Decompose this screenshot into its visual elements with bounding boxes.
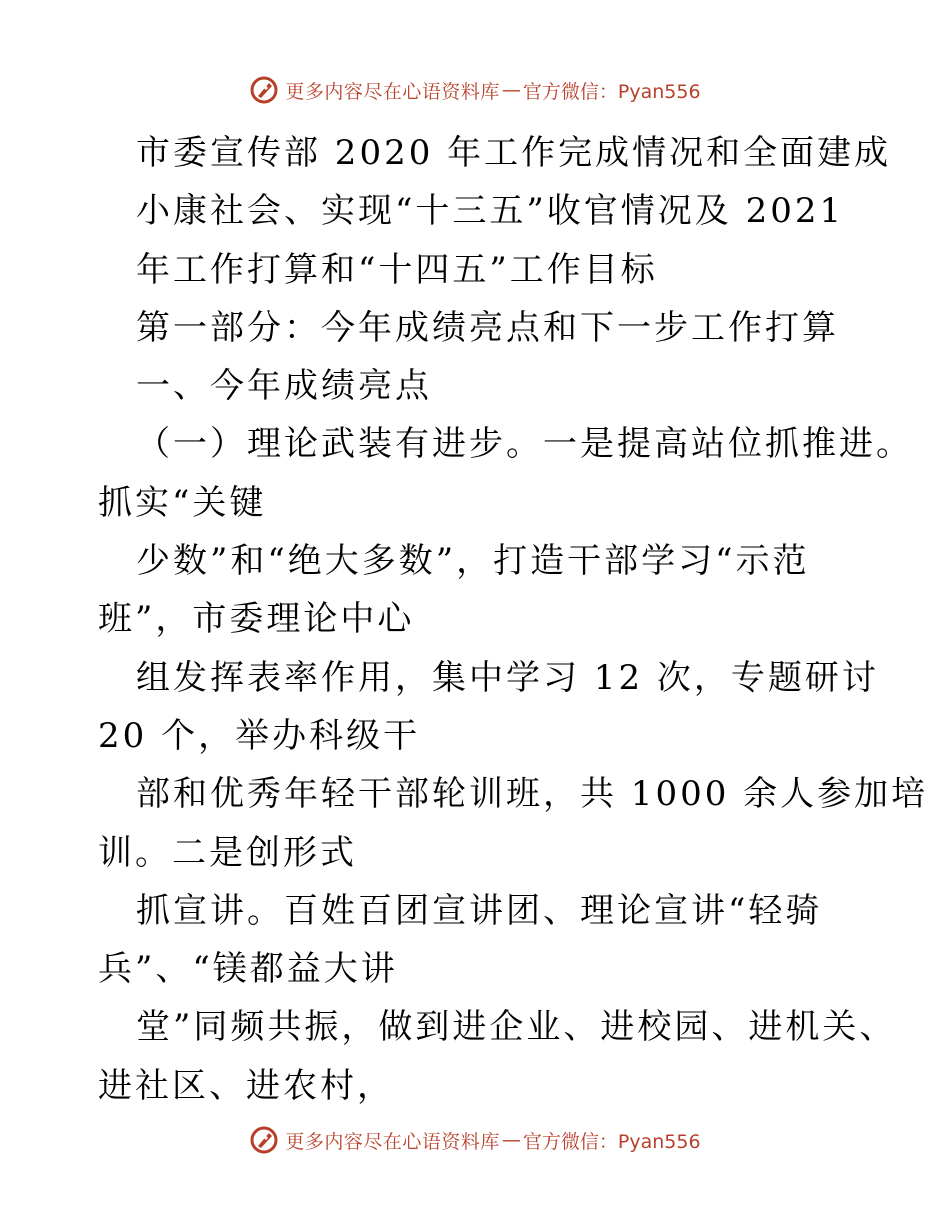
- body-line: 部和优秀年轻干部轮训班，共 1000 余人参加培: [136, 774, 929, 815]
- body-line: 堂”同频共振，做到进企业、进校园、进机关、: [136, 1007, 897, 1048]
- body-line: 班”，市委理论中心: [98, 599, 415, 640]
- watermark-contact: 官方微信：Pyan556: [522, 1130, 701, 1153]
- footer-watermark: [0, 1120, 950, 1160]
- watermark-text: 更多内容尽在心语资料库: [285, 80, 500, 103]
- body-line: 进社区、进农村，: [98, 1065, 394, 1106]
- body-line: 兵”、“镁都益大讲: [98, 949, 398, 990]
- title-line-1: 市委宣传部 2020 年工作完成情况和全面建成: [136, 133, 892, 173]
- body-line: （一）理论武装有进步。一是提高站位抓推进。: [136, 424, 913, 465]
- body-line: 组发挥表率作用，集中学习 12 次，专题研讨: [136, 657, 879, 698]
- watermark-contact: 官方微信：Pyan556: [522, 80, 701, 103]
- body-line: 抓宣讲。百姓百团宣讲团、理论宣讲“轻骑: [136, 890, 823, 931]
- body-line: 少数”和“绝大多数”，打造干部学习“示范: [136, 541, 810, 582]
- pen-nib-logo-icon: [249, 1125, 279, 1155]
- watermark-separator: —: [501, 79, 521, 101]
- header-watermark: [0, 70, 950, 110]
- document-body: [98, 124, 929, 1115]
- section-heading: 第一部分：今年成绩亮点和下一步工作打算: [136, 307, 839, 348]
- body-line: 20 个，举办科级干: [98, 715, 421, 756]
- subsection-heading: 一、今年成绩亮点: [136, 366, 432, 407]
- title-line-2: 小康社会、实现“十三五”收官情况及 2021: [136, 191, 845, 232]
- title-line-3: 年工作打算和“十四五”工作目标: [136, 249, 658, 290]
- watermark-separator: —: [501, 1129, 521, 1151]
- body-line: 训。二是创形式: [98, 832, 357, 873]
- pen-nib-logo-icon: [249, 75, 279, 105]
- watermark-text: 更多内容尽在心语资料库: [285, 1130, 500, 1153]
- body-line: 抓实“关键: [98, 482, 267, 523]
